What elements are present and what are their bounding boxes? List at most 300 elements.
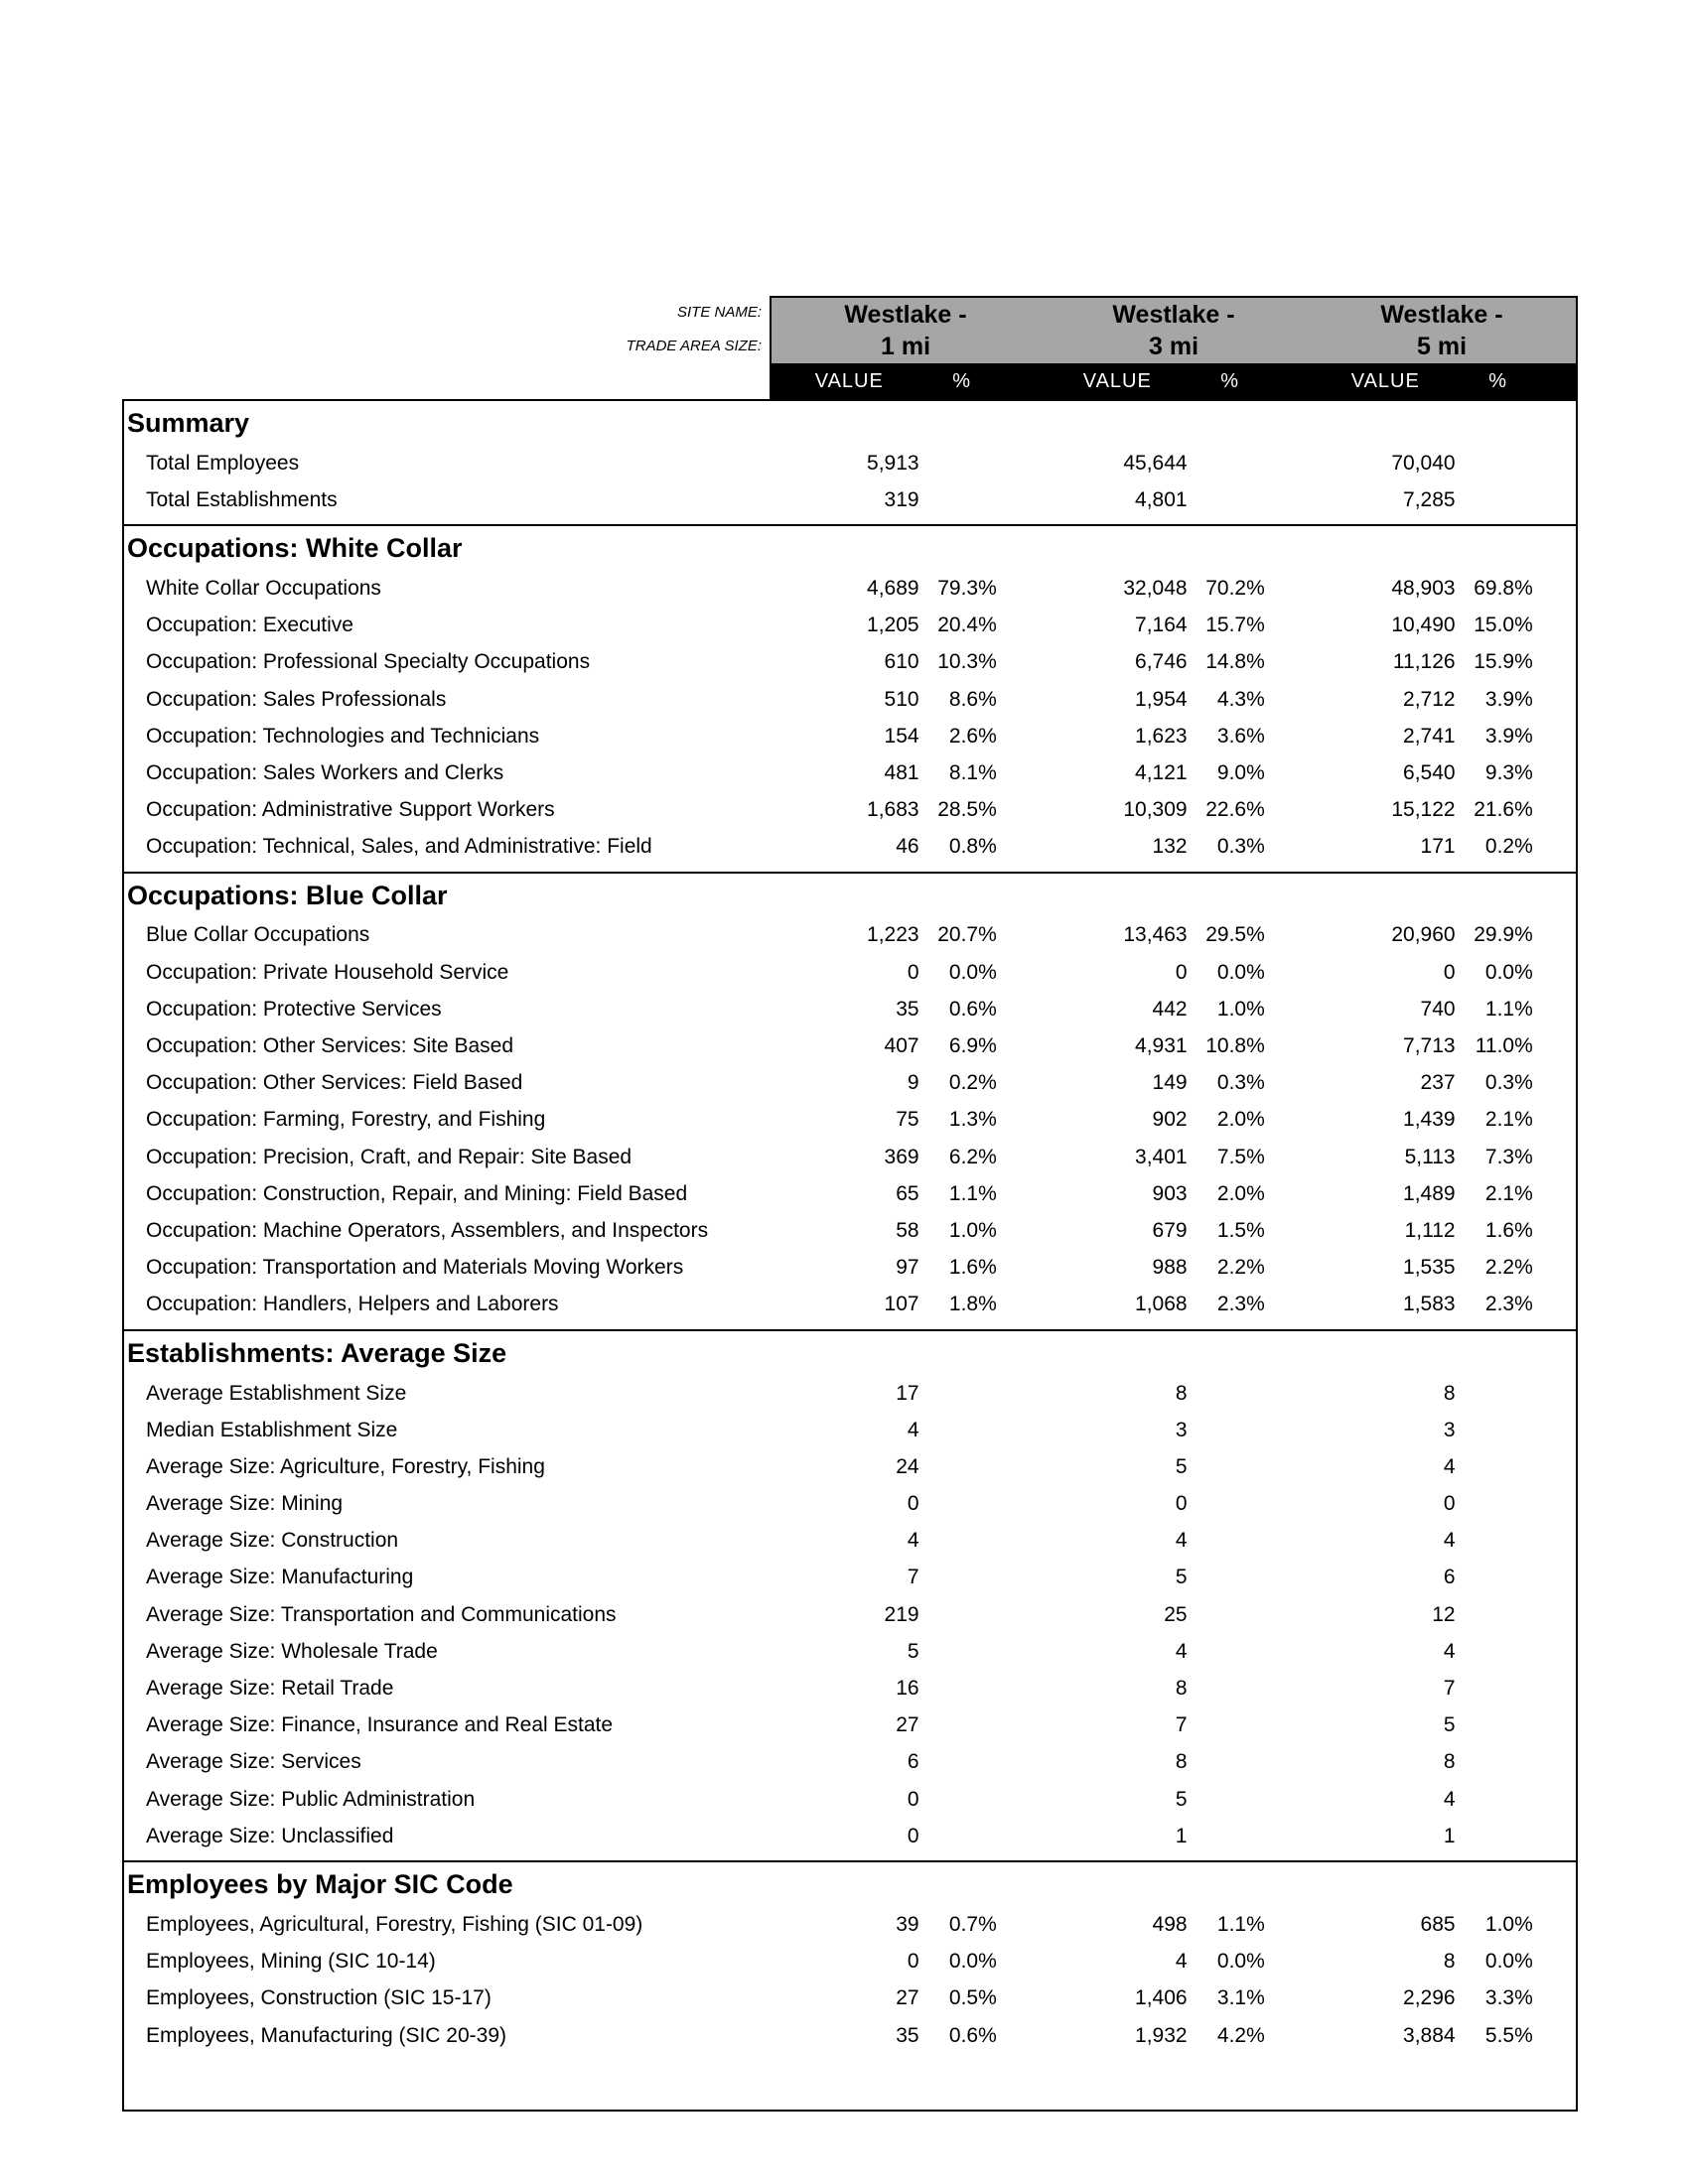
value-cell: 12 — [1432, 1602, 1456, 1626]
percent-cell — [927, 1825, 997, 1848]
percent-cell: 15.0% — [1474, 614, 1533, 637]
row-label: Average Establishment Size — [146, 1381, 407, 1405]
row-label: Occupation: Other Services: Field Based — [146, 1071, 523, 1095]
percent-cell: 1.1% — [948, 1181, 997, 1205]
value-cell: 45,644 — [1123, 451, 1188, 475]
percent-cell: 0.2% — [1484, 835, 1533, 859]
table-row — [124, 954, 1576, 991]
percent-cell: 69.8% — [1474, 576, 1533, 600]
row-label: Average Size: Wholesale Trade — [146, 1639, 438, 1663]
value-cell: 4 — [1175, 1639, 1188, 1663]
site-name-2: Westlake - — [1112, 301, 1235, 329]
row-label: Average Size: Agriculture, Forestry, Fishing — [146, 1454, 545, 1478]
percent-cell: 9.3% — [1484, 760, 1533, 784]
row-label: Employees, Construction (SIC 15-17) — [146, 1986, 492, 2010]
percent-cell: 1.6% — [948, 1256, 997, 1280]
table-row — [124, 792, 1576, 829]
row-label: Employees, Mining (SIC 10-14) — [146, 1950, 436, 1974]
value-cell: 97 — [896, 1256, 919, 1280]
value-cell: 4 — [1443, 1639, 1456, 1663]
table-row — [124, 1102, 1576, 1139]
percent-cell: 79.3% — [937, 576, 997, 600]
value-cell: 4 — [1175, 1529, 1188, 1553]
percent-cell: 2.2% — [1216, 1256, 1265, 1280]
value-cell: 4 — [1443, 1529, 1456, 1553]
percent-cell — [927, 1640, 997, 1664]
value-header: VALUE — [1350, 370, 1420, 392]
percent-cell: 20.7% — [937, 923, 997, 947]
value-cell: 1,683 — [867, 798, 919, 822]
value-cell: 70,040 — [1391, 451, 1456, 475]
row-label: Average Size: Public Administration — [146, 1787, 476, 1811]
percent-cell: 2.6% — [948, 724, 997, 748]
percent-cell: 3.9% — [1484, 724, 1533, 748]
value-cell: 1 — [1443, 1824, 1456, 1847]
value-cell: 1,623 — [1135, 724, 1188, 748]
percent-cell: 3.3% — [1484, 1986, 1533, 2010]
percent-cell: 5.5% — [1484, 2023, 1533, 2047]
percent-cell: 14.8% — [1205, 650, 1265, 674]
table-row — [124, 681, 1576, 718]
value-cell: 1,932 — [1135, 2023, 1188, 2047]
value-cell: 369 — [884, 1145, 919, 1168]
value-cell: 20,960 — [1391, 923, 1456, 947]
table-row — [124, 1412, 1576, 1448]
value-cell: 16 — [896, 1677, 919, 1701]
table-row — [124, 570, 1576, 607]
value-cell: 8 — [1175, 1677, 1188, 1701]
percent-cell — [1196, 1566, 1265, 1589]
value-cell: 407 — [884, 1034, 919, 1058]
row-label: Occupation: Machine Operators, Assemblers, and Inspectors — [146, 1218, 709, 1242]
row-label: Occupation: Sales Professionals — [146, 687, 447, 711]
percent-cell: 1.0% — [948, 1218, 997, 1242]
row-label: Occupation: Transportation and Materials Moving Workers — [146, 1256, 684, 1280]
percent-cell: 2.1% — [1484, 1181, 1533, 1205]
table-row — [124, 1065, 1576, 1102]
row-label: Occupation: Protective Services — [146, 997, 442, 1021]
percent-cell: 10.3% — [937, 650, 997, 674]
table-row — [124, 754, 1576, 791]
percent-cell: 8.1% — [948, 760, 997, 784]
site-name-1: Westlake - — [844, 301, 967, 329]
value-cell: 4 — [1175, 1950, 1188, 1974]
percent-cell: 4.3% — [1216, 687, 1265, 711]
value-cell: 10,490 — [1391, 614, 1456, 637]
value-cell: 237 — [1420, 1071, 1456, 1095]
percent-cell — [1464, 1382, 1533, 1406]
percent-cell — [927, 488, 997, 512]
value-cell: 1,954 — [1135, 687, 1188, 711]
percent-cell: 0.5% — [948, 1986, 997, 2010]
percent-cell — [1464, 1603, 1533, 1627]
table-row — [124, 829, 1576, 866]
percent-cell: 11.0% — [1475, 1034, 1533, 1058]
percent-cell — [1464, 1492, 1533, 1516]
report-table — [122, 296, 1578, 2112]
value-cell: 4,121 — [1135, 760, 1188, 784]
percent-cell: 1.1% — [1484, 997, 1533, 1021]
value-cell: 510 — [884, 687, 919, 711]
value-cell: 7,164 — [1135, 614, 1188, 637]
table-row — [124, 1175, 1576, 1212]
value-cell: 46 — [896, 835, 919, 859]
percent-cell: 0.3% — [1216, 835, 1265, 859]
value-cell: 10,309 — [1123, 798, 1188, 822]
row-label: Occupation: Farming, Forestry, and Fishing — [146, 1108, 546, 1132]
value-cell: 4,689 — [867, 576, 919, 600]
section-title: Occupations: Blue Collar — [127, 880, 448, 910]
table-row — [124, 1633, 1576, 1670]
percent-cell: 15.7% — [1205, 614, 1265, 637]
section-title: Occupations: White Collar — [127, 533, 463, 564]
table-row — [124, 1486, 1576, 1523]
row-label: Average Size: Services — [146, 1750, 361, 1774]
site-name-cells — [770, 296, 1578, 330]
percent-cell: 0.2% — [948, 1071, 997, 1095]
value-cell: 5,113 — [1404, 1145, 1456, 1168]
row-label: Average Size: Retail Trade — [146, 1677, 394, 1701]
percent-cell — [927, 1566, 997, 1589]
percent-cell — [1464, 1640, 1533, 1664]
percent-cell — [1196, 1382, 1265, 1406]
value-cell: 39 — [896, 1912, 919, 1936]
section — [124, 1860, 1576, 2110]
row-label: Average Size: Mining — [146, 1492, 344, 1516]
row-label: Occupation: Other Services: Site Based — [146, 1034, 514, 1058]
value-cell: 75 — [896, 1108, 919, 1132]
site-name-row — [122, 296, 1578, 330]
percent-cell — [927, 1382, 997, 1406]
value-cell: 5 — [1175, 1787, 1188, 1811]
percent-cell: 0.6% — [948, 2023, 997, 2047]
percent-cell — [927, 1419, 997, 1442]
percent-cell — [927, 1455, 997, 1479]
table-row — [124, 445, 1576, 481]
percent-cell — [1196, 1455, 1265, 1479]
site-name-3: Westlake - — [1380, 301, 1503, 329]
value-cell: 1,439 — [1403, 1108, 1456, 1132]
percent-cell: 29.5% — [1205, 923, 1265, 947]
trade-area-2: 3 mi — [1148, 333, 1199, 360]
value-cell: 6 — [1443, 1566, 1456, 1589]
value-cell: 0 — [1175, 1492, 1188, 1516]
value-cell: 4 — [1443, 1454, 1456, 1478]
percent-cell — [1196, 1713, 1265, 1737]
value-header: VALUE — [814, 370, 884, 392]
percent-cell — [927, 1788, 997, 1812]
value-cell: 35 — [896, 997, 919, 1021]
percent-cell: 6.2% — [948, 1145, 997, 1168]
row-label: Occupation: Administrative Support Workers — [146, 798, 555, 822]
value-cell: 5 — [1175, 1454, 1188, 1478]
percent-cell: 0.0% — [1484, 1950, 1533, 1974]
percent-cell: 2.0% — [1216, 1108, 1265, 1132]
row-label: Occupation: Technologies and Technicians — [146, 724, 540, 748]
pct-header: % — [1488, 370, 1508, 392]
percent-cell: 2.3% — [1484, 1293, 1533, 1316]
value-cell: 0 — [1443, 1492, 1456, 1516]
value-cell: 1,583 — [1403, 1293, 1456, 1316]
table-row — [124, 481, 1576, 518]
table-body — [122, 399, 1578, 2112]
trade-area-row — [122, 330, 1578, 363]
value-cell: 1,223 — [867, 923, 919, 947]
value-cell: 4 — [1443, 1787, 1456, 1811]
value-cell: 1,489 — [1403, 1181, 1456, 1205]
row-label: Employees, Agricultural, Forestry, Fishing (SIC 01-09) — [146, 1912, 643, 1936]
table-row — [124, 1980, 1576, 2017]
percent-cell: 22.6% — [1205, 798, 1265, 822]
value-cell: 171 — [1420, 835, 1456, 859]
table-row — [124, 1250, 1576, 1287]
table-row — [124, 1027, 1576, 1064]
value-cell: 35 — [896, 2023, 919, 2047]
value-cell: 32,048 — [1123, 576, 1188, 600]
percent-cell — [927, 1492, 997, 1516]
value-cell: 7,713 — [1403, 1034, 1456, 1058]
section — [124, 1329, 1576, 1860]
percent-cell: 0.7% — [948, 1912, 997, 1936]
percent-cell — [1464, 1419, 1533, 1442]
value-cell: 8 — [1443, 1750, 1456, 1774]
value-cell: 107 — [884, 1293, 919, 1316]
value-cell: 5,913 — [867, 451, 919, 475]
table-row — [124, 1139, 1576, 1175]
value-cell: 0 — [1175, 960, 1188, 984]
table-row — [124, 1212, 1576, 1249]
value-cell: 2,712 — [1403, 687, 1456, 711]
value-cell: 27 — [896, 1713, 919, 1737]
table-row — [124, 1560, 1576, 1596]
table-row — [124, 718, 1576, 754]
value-cell: 1,112 — [1404, 1218, 1456, 1242]
value-cell: 481 — [884, 760, 919, 784]
table-row — [124, 644, 1576, 681]
site-name-label: SITE NAME: — [676, 304, 762, 321]
table-row — [124, 1375, 1576, 1412]
percent-cell: 1.5% — [1216, 1218, 1265, 1242]
percent-cell: 3.9% — [1484, 687, 1533, 711]
percent-cell: 1.1% — [1216, 1912, 1265, 1936]
row-label: Occupation: Technical, Sales, and Administrative: Field — [146, 835, 652, 859]
row-label: Employees, Manufacturing (SIC 20-39) — [146, 2023, 506, 2047]
value-cell: 3 — [1443, 1418, 1456, 1441]
percent-cell: 3.1% — [1216, 1986, 1265, 2010]
table-row — [124, 1448, 1576, 1485]
percent-cell — [1196, 1419, 1265, 1442]
percent-cell: 0.3% — [1216, 1071, 1265, 1095]
value-cell: 65 — [896, 1181, 919, 1205]
value-cell: 15,122 — [1391, 798, 1456, 822]
table-row — [124, 917, 1576, 954]
pct-header: % — [952, 370, 972, 392]
percent-cell — [1196, 488, 1265, 512]
value-cell: 5 — [907, 1639, 919, 1663]
percent-cell — [927, 1603, 997, 1627]
percent-cell — [1464, 1529, 1533, 1553]
value-cell: 3 — [1175, 1418, 1188, 1441]
value-cell: 149 — [1152, 1071, 1188, 1095]
row-label: Occupation: Professional Specialty Occupations — [146, 650, 591, 674]
section-title: Summary — [127, 408, 250, 438]
percent-cell — [927, 452, 997, 476]
value-cell: 27 — [896, 1986, 919, 2010]
value-cell: 2,741 — [1403, 724, 1456, 748]
percent-cell: 3.6% — [1216, 724, 1265, 748]
value-cell: 5 — [1175, 1566, 1188, 1589]
percent-cell: 9.0% — [1216, 760, 1265, 784]
value-cell: 902 — [1152, 1108, 1188, 1132]
value-cell: 319 — [884, 487, 919, 511]
percent-cell — [1196, 1677, 1265, 1701]
percent-cell: 21.6% — [1474, 798, 1533, 822]
row-label: Average Size: Finance, Insurance and Real Estate — [146, 1713, 614, 1737]
percent-cell — [1464, 488, 1533, 512]
value-cell: 11,126 — [1392, 650, 1456, 674]
percent-cell — [1464, 1788, 1533, 1812]
value-cell: 1,205 — [867, 614, 919, 637]
percent-cell — [1196, 1603, 1265, 1627]
percent-cell: 29.9% — [1474, 923, 1533, 947]
table-row — [124, 1906, 1576, 1943]
percent-cell: 2.1% — [1484, 1108, 1533, 1132]
percent-cell — [1196, 1492, 1265, 1516]
percent-cell: 1.0% — [1484, 1912, 1533, 1936]
percent-cell — [927, 1713, 997, 1737]
pct-header: % — [1220, 370, 1240, 392]
percent-cell — [927, 1529, 997, 1553]
value-cell: 3,884 — [1403, 2023, 1456, 2047]
value-cell: 219 — [884, 1602, 919, 1626]
row-label: Average Size: Unclassified — [146, 1824, 394, 1847]
row-label: Blue Collar Occupations — [146, 923, 370, 947]
value-cell: 7 — [1443, 1677, 1456, 1701]
percent-cell: 70.2% — [1205, 576, 1265, 600]
percent-cell: 1.0% — [1216, 997, 1265, 1021]
percent-cell: 0.0% — [1216, 1950, 1265, 1974]
value-cell: 48,903 — [1391, 576, 1456, 600]
table-row — [124, 1818, 1576, 1854]
row-label: Occupation: Executive — [146, 614, 353, 637]
row-label: Total Establishments — [146, 487, 338, 511]
value-cell: 25 — [1164, 1602, 1188, 1626]
section — [124, 872, 1576, 1329]
percent-cell — [1464, 1750, 1533, 1774]
value-cell: 24 — [896, 1454, 919, 1478]
trade-area-1: 1 mi — [880, 333, 931, 360]
table-row — [124, 1523, 1576, 1560]
value-cell: 0 — [1443, 960, 1456, 984]
value-cell: 7 — [907, 1566, 919, 1589]
row-label: Occupation: Private Household Service — [146, 960, 509, 984]
percent-cell — [1464, 1566, 1533, 1589]
value-cell: 4,801 — [1135, 487, 1188, 511]
value-cell: 7 — [1175, 1713, 1188, 1737]
value-cell: 1 — [1175, 1824, 1188, 1847]
trade-area-cells — [770, 330, 1578, 363]
value-cell: 8 — [1443, 1381, 1456, 1405]
percent-cell: 20.4% — [937, 614, 997, 637]
trade-area-3: 5 mi — [1416, 333, 1468, 360]
value-cell: 442 — [1152, 997, 1188, 1021]
value-header: VALUE — [1082, 370, 1152, 392]
percent-cell — [1196, 1640, 1265, 1664]
percent-cell — [1196, 1825, 1265, 1848]
value-cell: 17 — [896, 1381, 919, 1405]
percent-cell: 0.3% — [1484, 1071, 1533, 1095]
percent-cell — [1464, 1825, 1533, 1848]
section-title: Employees by Major SIC Code — [127, 1869, 513, 1900]
value-cell: 7,285 — [1403, 487, 1456, 511]
value-cell: 6,540 — [1403, 760, 1456, 784]
row-label: Occupation: Precision, Craft, and Repair: Site Based — [146, 1145, 633, 1168]
row-label: Average Size: Construction — [146, 1529, 399, 1553]
value-cell: 0 — [907, 1787, 919, 1811]
percent-cell: 4.2% — [1216, 2023, 1265, 2047]
percent-cell: 7.3% — [1484, 1145, 1533, 1168]
table-row — [124, 1944, 1576, 1980]
percent-cell: 6.9% — [948, 1034, 997, 1058]
value-cell: 988 — [1152, 1256, 1188, 1280]
row-label: Average Size: Transportation and Communications — [146, 1602, 617, 1626]
section-title: Establishments: Average Size — [127, 1337, 507, 1368]
table-row — [124, 1707, 1576, 1744]
percent-cell: 2.2% — [1484, 1256, 1533, 1280]
percent-cell: 10.8% — [1205, 1034, 1265, 1058]
row-label: Occupation: Sales Workers and Clerks — [146, 760, 504, 784]
value-cell: 0 — [907, 960, 919, 984]
percent-cell: 0.8% — [948, 835, 997, 859]
percent-cell — [1464, 1713, 1533, 1737]
row-label: Average Size: Manufacturing — [146, 1566, 414, 1589]
value-cell: 6,746 — [1135, 650, 1188, 674]
value-cell: 1,406 — [1135, 1986, 1188, 2010]
percent-cell: 28.5% — [937, 798, 997, 822]
percent-cell: 2.0% — [1216, 1181, 1265, 1205]
table-row — [124, 1744, 1576, 1781]
value-cell: 4,931 — [1135, 1034, 1188, 1058]
value-cell: 13,463 — [1123, 923, 1188, 947]
value-cell: 679 — [1152, 1218, 1188, 1242]
table-row — [124, 2017, 1576, 2054]
value-cell: 903 — [1152, 1181, 1188, 1205]
table-row — [124, 608, 1576, 644]
value-cell: 8 — [1175, 1750, 1188, 1774]
percent-cell — [927, 1677, 997, 1701]
value-cell: 58 — [896, 1218, 919, 1242]
value-cell: 154 — [884, 724, 919, 748]
row-label: Occupation: Construction, Repair, and Mining: Field Based — [146, 1181, 688, 1205]
value-cell: 4 — [907, 1418, 919, 1441]
value-cell: 0 — [907, 1950, 919, 1974]
value-cell: 5 — [1443, 1713, 1456, 1737]
value-cell: 498 — [1152, 1912, 1188, 1936]
row-label: Total Employees — [146, 451, 300, 475]
value-cell: 2,296 — [1403, 1986, 1456, 2010]
percent-cell: 1.6% — [1484, 1218, 1533, 1242]
value-cell: 685 — [1420, 1912, 1456, 1936]
column-header-bar — [770, 363, 1578, 399]
percent-cell: 0.0% — [1216, 960, 1265, 984]
value-cell: 740 — [1420, 997, 1456, 1021]
table-row — [124, 1670, 1576, 1706]
table-row — [124, 991, 1576, 1027]
value-cell: 8 — [1175, 1381, 1188, 1405]
percent-cell: 15.9% — [1474, 650, 1533, 674]
percent-cell: 7.5% — [1216, 1145, 1265, 1168]
percent-cell — [1464, 452, 1533, 476]
